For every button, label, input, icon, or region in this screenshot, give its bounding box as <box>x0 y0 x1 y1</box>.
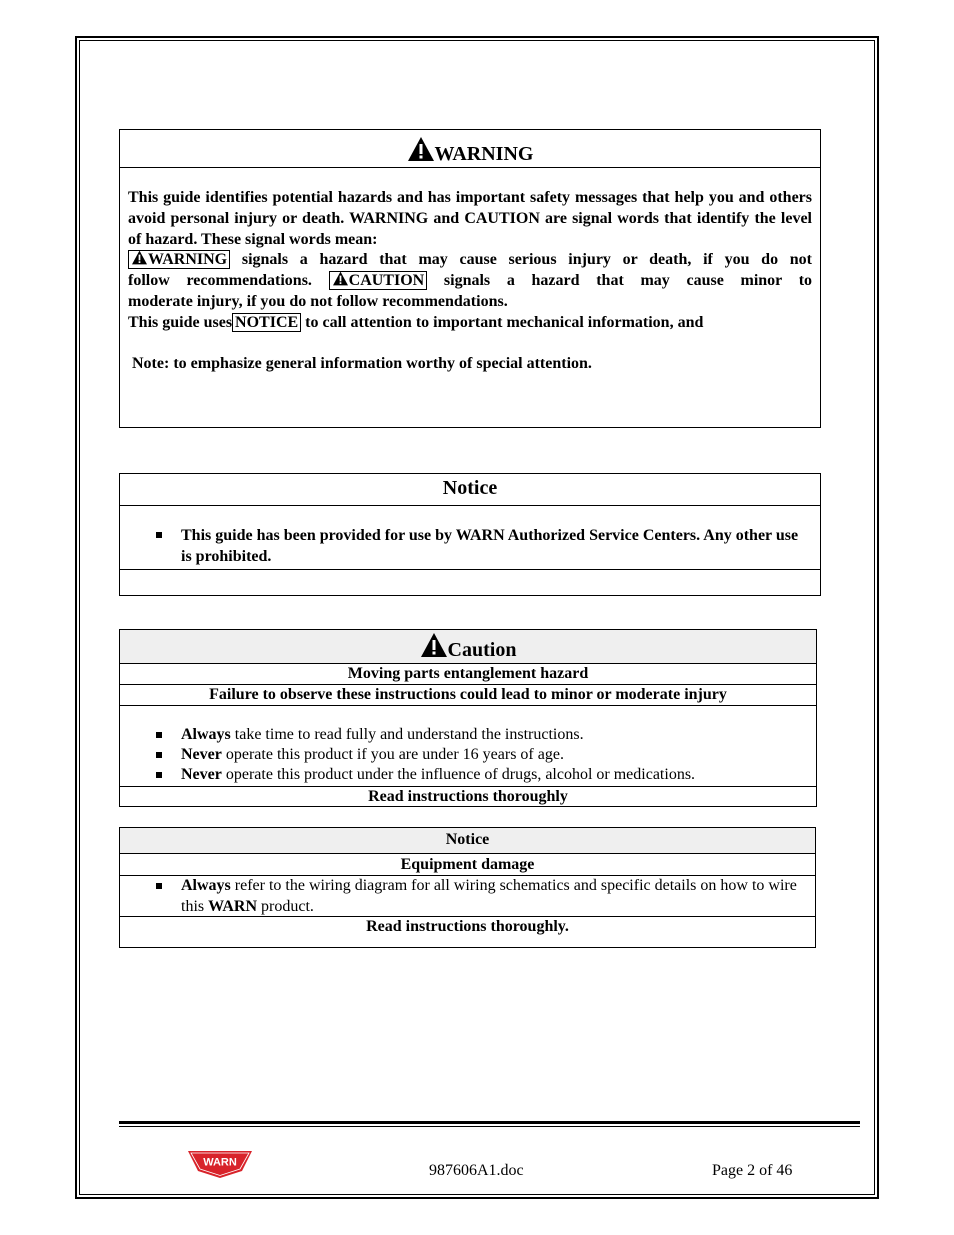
warning-title: WARNING <box>434 143 534 165</box>
list-item: Never operate this product under the influence of drugs, alcohol or medications. <box>155 765 796 785</box>
caution-header <box>120 630 816 664</box>
document-name: 987606A1.doc <box>429 1162 524 1179</box>
caution-footer: Read instructions thoroughly <box>368 788 568 805</box>
notice-list <box>155 525 800 567</box>
caution-consequence: Failure to observe these instructions could lead to minor or moderate injury <box>120 685 816 706</box>
notice-list <box>155 876 805 917</box>
notice-def-line <box>128 313 812 334</box>
list-item: Always refer to the wiring diagram for all wiring schematics and specific details on how to wire this WARN product. <box>155 876 805 917</box>
notice-subtitle: Equipment damage <box>120 854 815 876</box>
warning-def-text: signals a hazard that may cause serious injury or death, if you do not <box>241 251 813 269</box>
caution-box <box>119 629 817 807</box>
page-number: Page 2 of 46 <box>712 1162 793 1179</box>
notice-content <box>120 506 820 570</box>
footer-rule <box>119 1121 860 1124</box>
caution-def-line <box>128 271 812 292</box>
caution-content <box>120 706 816 787</box>
notice-suffix: to call attention to important mechanical information, and <box>305 313 704 331</box>
warning-triangle-icon <box>420 632 448 658</box>
warn-logo-text: WARN <box>203 1156 237 1169</box>
notice-title: Notice <box>120 474 820 506</box>
notice-content <box>120 876 815 917</box>
warning-box <box>119 129 821 428</box>
list-item: This guide has been provided for use by WARN Authorized Service Centers. Any other use is prohibited. <box>155 525 800 567</box>
caution-title: Caution <box>447 639 517 661</box>
caution-subtitle: Moving parts entanglement hazard <box>120 664 816 685</box>
warning-header <box>120 130 820 168</box>
note-line: Note: to emphasize general information worthy of special attention. <box>132 354 592 372</box>
notice-tag: NOTICE <box>232 313 301 332</box>
notice-box-authorized <box>119 473 821 596</box>
notice-title: Notice <box>120 828 815 854</box>
warning-intro: This guide identifies potential hazards and has important safety messages that help you and others avoid personal injury or death. WARNING and CAUTION are signal words that identify the level of hazard. These signal words mean: <box>128 189 812 248</box>
warn-logo <box>188 1149 252 1179</box>
warning-tag-label: WARNING <box>148 251 228 269</box>
caution-def-text: signals a hazard that may cause minor to <box>443 272 813 290</box>
notice-prefix: This guide uses <box>128 313 233 331</box>
caution-list <box>155 725 796 785</box>
warning-triangle-icon <box>131 250 148 265</box>
notice-footer: Read instructions thoroughly. <box>366 918 569 935</box>
caution-tag <box>329 271 428 290</box>
footer-rule-thin <box>119 1126 860 1127</box>
warning-def-line <box>128 250 812 271</box>
warning-triangle-icon <box>407 136 435 162</box>
warning-body <box>120 168 820 374</box>
warning-tag <box>128 250 230 269</box>
warning-def-text-2: follow recommendations. <box>128 272 312 290</box>
notice-box-equipment <box>119 827 816 948</box>
caution-tag-label: CAUTION <box>348 272 425 290</box>
caution-def-text-2: moderate injury, if you do not follow recommendations. <box>128 292 508 310</box>
list-item: Always take time to read fully and understand the instructions. <box>155 725 796 745</box>
list-item: Never operate this product if you are under 16 years of age. <box>155 745 796 765</box>
warning-triangle-icon <box>332 271 349 286</box>
